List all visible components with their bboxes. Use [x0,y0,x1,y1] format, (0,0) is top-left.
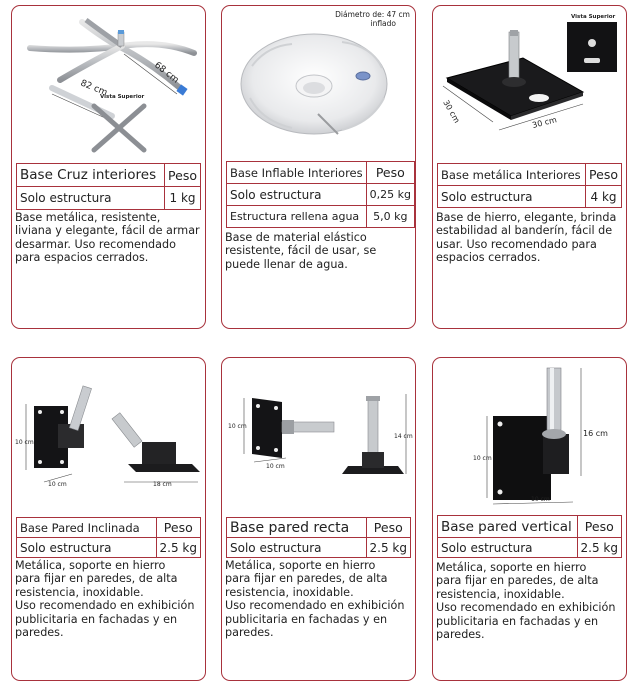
product-card-pared-vertical [432,357,627,681]
peso-header: Peso [366,162,414,184]
dim-label-30cm-a: 30 cm [441,98,462,125]
product-image-inflatable-base [222,6,415,156]
row-value: 2.5 kg [156,538,200,558]
product-description [436,561,624,641]
row-label: Solo estructura [17,538,157,558]
spec-table [16,517,201,558]
product-description [225,231,413,271]
description-line: resistencia, inoxidable. [436,587,565,601]
description-line: Metálica, soporte en hierro [436,561,587,574]
description-line: usar. Uso recomendado para [436,237,597,251]
row-value: 5,0 kg [366,206,414,228]
top-view-caption: Vista Superior [571,14,616,20]
dim-label-68cm: 68 cm [152,60,181,86]
spec-table [226,517,411,558]
product-card-pared-inclinada [11,357,206,681]
diameter-caption-2: inflado [370,19,396,28]
product-description [436,211,624,265]
product-image-cross-base [12,6,205,156]
description-line: publicitaria en fachadas y en [225,612,388,626]
description-line: Base metálica, resistente, [15,211,161,224]
row-value: 4 kg [586,186,622,208]
description-line: desarmar. Uso recomendado [15,237,176,251]
product-description [15,559,203,639]
description-line: puede llenar de agua. [225,257,348,271]
dim-label-horizontal: 10 cm [531,496,550,503]
dim-label-horizontal: 10 cm [266,463,285,470]
product-name: Base Pared Inclinada [17,518,157,538]
product-image-tilted-wall-mount [12,358,205,508]
row-label: Solo estructura [227,184,367,206]
product-image-vertical-wall-mount [433,358,626,508]
description-line: resistencia, inoxidable. [15,585,144,599]
description-line: Metálica, soporte en hierro [225,559,376,572]
product-description [15,211,203,265]
description-line: liviana y elegante, fácil de armar [15,224,200,238]
description-line: resistencia, inoxidable. [225,585,354,599]
diameter-caption: Diámetro de: 47 cm [335,10,410,19]
row-value: 1 kg [165,187,201,210]
dim-label-tall: 16 cm [583,429,608,438]
dim-label-30cm-b: 30 cm [531,115,558,130]
description-line: para fijar en paredes, de alta [225,572,388,586]
description-line: espacios cerrados. [436,251,541,265]
description-line: publicitaria en fachadas y en [15,612,178,626]
row-label: Solo estructura [17,187,165,210]
product-description [225,559,413,639]
dim-label-vertical: 10 cm [15,439,34,446]
spec-table [226,161,415,228]
peso-header: Peso [366,518,410,538]
description-line: Uso recomendado en exhibición [15,599,195,613]
description-line: Uso recomendado en exhibición [436,601,616,615]
row-value: 2.5 kg [577,538,621,558]
row-label: Solo estructura [438,538,578,558]
description-line: Uso recomendado en exhibición [225,599,405,613]
peso-header: Peso [586,164,622,186]
top-view-caption: Vista Superior [100,94,145,100]
description-line: resistente, fácil de usar, se [225,244,377,258]
description-line: publicitaria en fachadas y en [436,614,599,628]
product-card-base-inflable [221,5,416,329]
spec-table [16,163,201,210]
description-line: Metálica, soporte en hierro [15,559,166,572]
product-card-base-metalica [432,5,627,329]
row-value: 0,25 kg [366,184,414,206]
dim-label-vertical: 10 cm [228,423,247,430]
dim-label-tall: 14 cm [394,433,413,440]
dim-label-82cm: 82 cm [78,78,109,99]
product-image-metal-base [433,6,626,156]
peso-header: Peso [577,516,621,538]
dim-label-horizontal: 10 cm [48,481,67,488]
product-card-base-cruz [11,5,206,329]
product-image-straight-wall-mount [222,358,415,508]
description-line: Base de hierro, elegante, brinda [436,211,617,224]
dim-label-vertical: 10 cm [473,455,492,462]
product-card-pared-recta [221,357,416,681]
product-name: Base Inflable Interiores [227,162,367,184]
description-line: Base de material elástico [225,231,367,244]
description-line: para fijar en paredes, de alta [436,574,599,588]
description-line: paredes. [436,628,485,642]
spec-table [437,163,622,208]
description-line: paredes. [15,626,64,640]
spec-table [437,515,622,558]
product-name: Base pared recta [227,518,367,538]
description-line: estabilidad al banderín, fácil de [436,224,613,238]
peso-header: Peso [165,164,201,187]
row-label: Estructura rellena agua [227,206,367,228]
description-line: para espacios cerrados. [15,251,149,265]
peso-header: Peso [156,518,200,538]
product-name: Base pared vertical [438,516,578,538]
row-label: Solo estructura [227,538,367,558]
product-name: Base Cruz interiores [17,164,165,187]
description-line: paredes. [225,626,274,640]
description-line: para fijar en paredes, de alta [15,572,178,586]
product-name: Base metálica Interiores [438,164,586,186]
row-label: Solo estructura [438,186,586,208]
row-value: 2.5 kg [366,538,410,558]
dim-label-width: 18 cm [153,481,172,488]
